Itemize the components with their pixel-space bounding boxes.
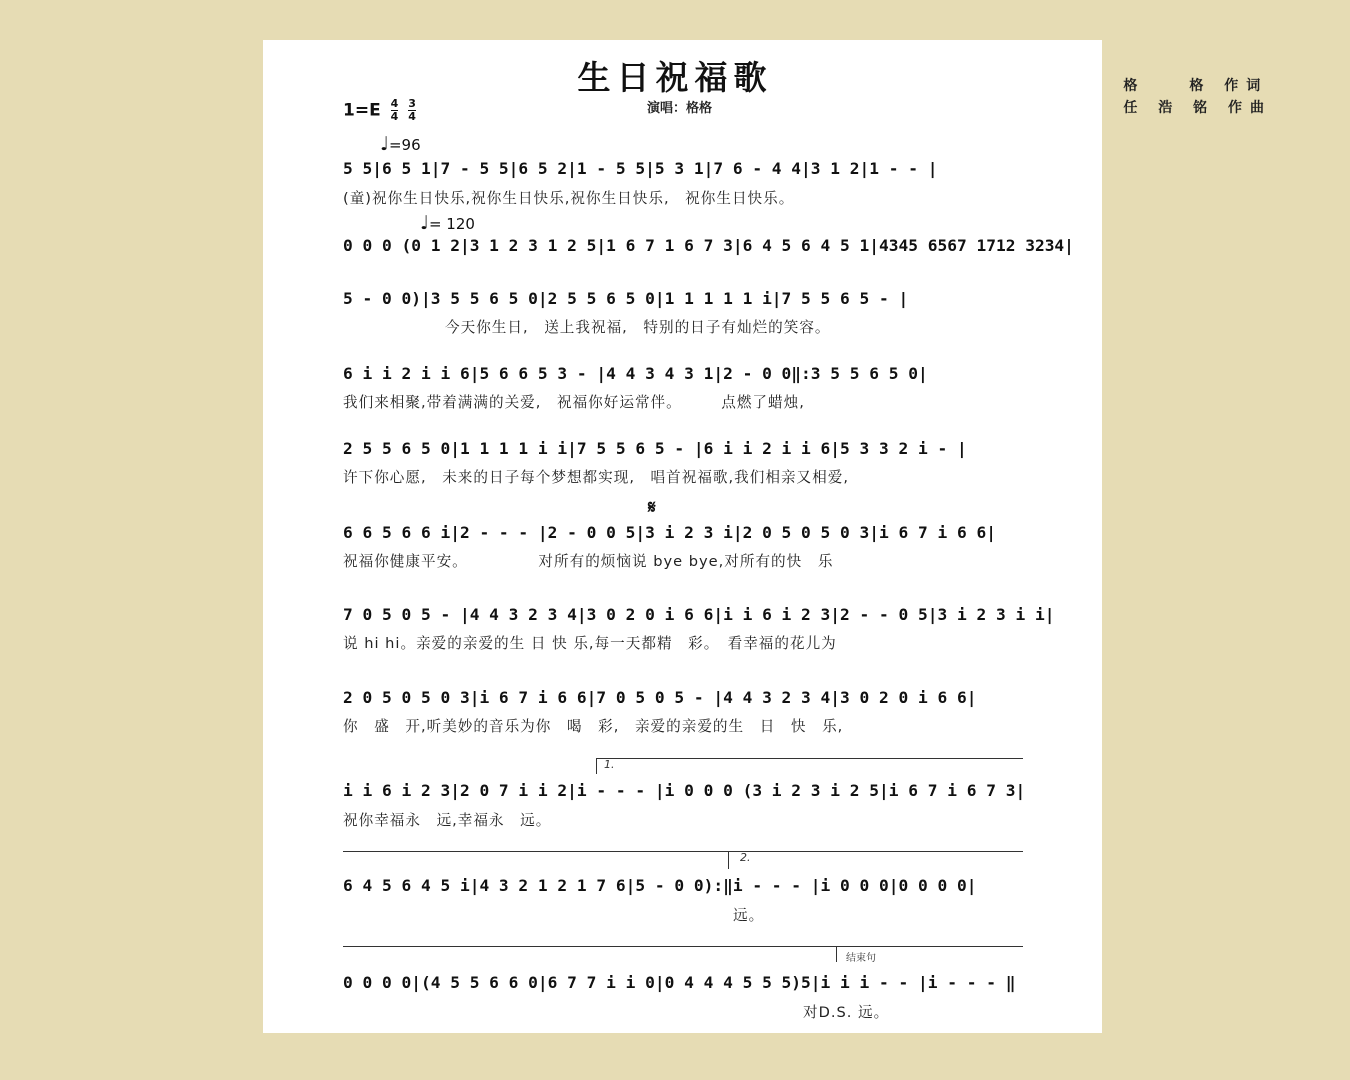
tempo-mark-2: ♩= 120 — [420, 212, 475, 234]
lyric-row-3: 今天你生日, 送上我祝福, 特别的日子有灿烂的笑容。 — [445, 319, 831, 336]
lyricist-credit: 格 格 作词 — [1123, 78, 1269, 94]
ending-2-bracket-edge — [728, 851, 729, 869]
time-signature-1: $\frac{4}{4}$ — [390, 97, 399, 123]
composer-credit: 任 浩 铭 作曲 — [1123, 100, 1272, 116]
lyric-row-8: 你 盛 开,听美妙的音乐为你 喝 彩, 亲爱的亲爱的生 日 快 乐, — [343, 718, 844, 735]
ending-1-bracket-edge — [596, 758, 597, 774]
key-label: 1=E — [343, 100, 381, 121]
notation-row-9: i i 6 i 2 3|2 0 7 i i 2|i - - - |i 0 0 0 (3 i 2 3 i 2 5|i 6 7 i 6 7 3| — [343, 781, 1026, 800]
tempo-mark-1: ♩=96 — [380, 133, 421, 155]
coda-bracket-edge — [836, 946, 837, 962]
notation-row-7: 7 0 5 0 5 - |4 4 3 2 3 4|3 0 2 0 i 6 6|i i 6 i 2 3|2 - - 0 5|3 i 2 3 i i| — [343, 605, 1055, 624]
segno-icon: 𝄋 — [648, 497, 656, 518]
lyric-row-9: 祝你幸福永 远,幸福永 远。 — [343, 812, 552, 829]
ending-2-line — [343, 851, 1023, 852]
lyric-row-1: (童)祝你生日快乐,祝你生日快乐,祝你生日快乐, 祝你生日快乐。 — [343, 190, 795, 207]
quarter-note-icon: ♩ — [380, 133, 389, 155]
lyric-row-11: 对D.S. 远。 — [803, 1004, 890, 1021]
lyric-row-5: 许下你心愿, 未来的日子每个梦想都实现, 唱首祝福歌,我们相亲又相爱, — [343, 469, 849, 486]
coda-line — [343, 946, 1023, 947]
notation-row-5: 2 5 5 6 5 0|1 1 1 1 i i|7 5 5 6 5 - |6 i i 2 i i 6|5 3 3 2 i - | — [343, 439, 967, 458]
singer-credit: 演唱：格格 — [647, 101, 713, 116]
notation-row-11: 0 0 0 0|(4 5 5 6 6 0|6 7 7 i i 0|0 4 4 4 5 5 5)5|i i i - - |i - - - ‖ — [343, 973, 1016, 992]
lyric-row-4: 我们来相聚,带着满满的关爱, 祝福你好运常伴。 点燃了蜡烛, — [343, 394, 805, 411]
credits — [1123, 75, 1272, 119]
quarter-note-icon: ♩ — [420, 212, 429, 234]
ending-1-bracket — [596, 758, 1023, 759]
notation-row-3: 5 - 0 0)|3 5 5 6 5 0|2 5 5 6 5 0|1 1 1 1 1 i|7 5 5 6 5 - | — [343, 289, 909, 308]
lyric-row-10: 远。 — [733, 907, 765, 924]
notation-row-1: 5 5|6 5 1|7 - 5 5|6 5 2|1 - 5 5|5 3 1|7 6 - 4 4|3 1 2|1 - - | — [343, 159, 938, 178]
notation-row-4: 6 i i 2 i i 6|5 6 6 5 3 - |4 4 3 4 3 1|2 - 0 0‖:3 5 5 6 5 0| — [343, 364, 928, 383]
ending-2-label: 2. — [740, 851, 751, 864]
song-title: 生日祝福歌 — [577, 58, 773, 97]
key-signature — [343, 98, 416, 123]
time-signature-2: $\frac{3}{4}$ — [408, 97, 416, 123]
notation-row-8: 2 0 5 0 5 0 3|i 6 7 i 6 6|7 0 5 0 5 - |4 4 3 2 3 4|3 0 2 0 i 6 6| — [343, 688, 977, 707]
lyric-row-7: 说 hi hi。亲爱的亲爱的生 日 快 乐,每一天都精 彩。 看幸福的花儿为 — [343, 635, 837, 652]
notation-row-2: 0 0 0 (0 1 2|3 1 2 3 1 2 5|1 6 7 1 6 7 3|6 4 5 6 4 5 1|4345 6567 1712 3234| — [343, 236, 1074, 255]
coda-label: 结束句 — [846, 953, 876, 964]
lyric-row-6: 祝福你健康平安。 对所有的烦恼说 bye bye,对所有的快 乐 — [343, 553, 834, 570]
notation-row-10: 6 4 5 6 4 5 i|4 3 2 1 2 1 7 6|5 - 0 0):‖i - - - |i 0 0 0|0 0 0 0| — [343, 876, 977, 895]
ending-1-label: 1. — [604, 758, 615, 771]
notation-row-6: 6 6 5 6 6 i|2 - - - |2 - 0 0 5|3 i 2 3 i|2 0 5 0 5 0 3|i 6 7 i 6 6| — [343, 523, 996, 542]
